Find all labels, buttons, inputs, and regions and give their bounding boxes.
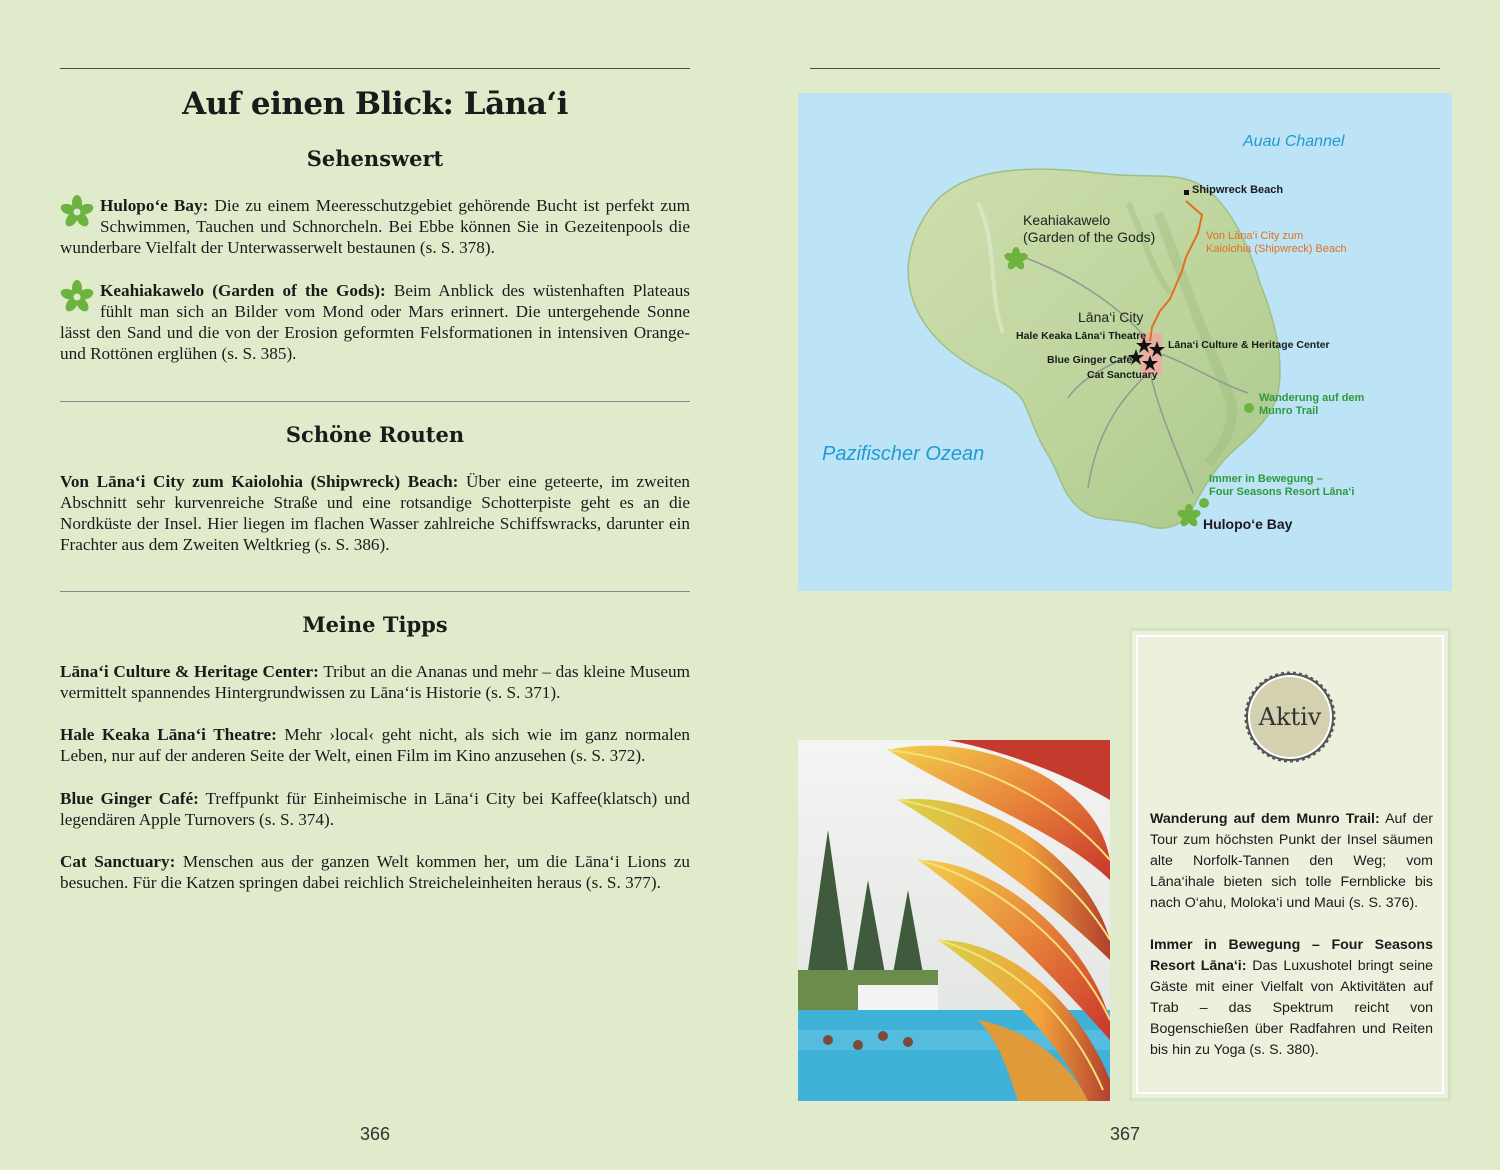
map-label-bay: Hulopo‘e Bay — [1203, 516, 1293, 532]
entry-route-shipwreck — [60, 471, 690, 555]
map-label-munro — [1259, 392, 1364, 418]
flower-icon — [60, 195, 94, 229]
aktiv-badge-label: Aktiv — [1258, 703, 1322, 731]
map-label-munro-line1: Wanderung auf dem — [1259, 392, 1365, 404]
map-label-resort — [1209, 473, 1354, 499]
map-label-resort-line1: Immer in Bewegung – — [1209, 473, 1323, 485]
entry-culture-center — [60, 661, 690, 703]
entry-name: Keahiakawelo (Garden of the Gods): — [100, 281, 386, 300]
entry-text: Über eine geteerte, im zweiten Abschnitt sehr kurvenreiche Straße und eine rotsandige Schotterpiste geht es an die Nordküste der Insel. Hier liegen im flachen Wasser zahlreiche Schiffswracks, darunter ein Frachter aus dem Zweiten Weltkrieg (s. S. 386). — [60, 472, 690, 554]
map-label-route-line1: Von Lāna‘i City zum — [1206, 230, 1304, 242]
entry-name: Von Lāna‘i City zum Kaiolohia (Shipwreck) Beach: — [60, 472, 459, 491]
divider — [60, 401, 690, 402]
entry-text: Tribut an die Ananas und mehr – das kleine Museum vermittelt spannendes Hintergrundwissen zu Lāna‘is Historie (s. S. 371). — [60, 662, 690, 702]
aktiv-box — [1129, 628, 1451, 1101]
entry-text: Mehr ›local‹ geht nicht, als sich wie im ganz normalen Leben, nur auf der anderen Seite der Welt, einen Film im Kino anzusehen (s. S. 372). — [60, 725, 690, 765]
map-label-garden-line1: Keahiakawelo — [1023, 212, 1111, 228]
entry-text: Das Luxushotel bringt seine Gäste mit einer Vielfalt von Aktivitäten auf Trab – das Spektrum reicht von Bogenschießen über Radfahren und Reiten bis hin zu Yoga (s. S. 380). — [1150, 958, 1433, 1058]
page-title: Auf einen Blick: Lāna‘i — [182, 86, 568, 122]
map-label-shipwreck: Shipwreck Beach — [1192, 184, 1284, 196]
flower-icon — [60, 280, 94, 314]
page-number-right: 367 — [1110, 1124, 1141, 1144]
map-graphic — [798, 93, 1452, 591]
entry-garden-of-the-gods — [60, 280, 690, 364]
map-label-garden-line2: (Garden of the Gods) — [1023, 229, 1156, 245]
entry-text: Menschen aus der ganzen Welt kommen her, um die Lāna‘i Lions zu besuchen. Für die Katzen springen dabei reichlich Streicheleinheiten heraus (s. S. 377). — [60, 852, 690, 892]
divider — [60, 591, 690, 592]
photo-croton-pool — [798, 740, 1110, 1101]
map-label-ginger: Blue Ginger Café — [1047, 354, 1133, 366]
top-rule-left — [60, 68, 690, 69]
entry-name: Hale Keaka Lāna‘i Theatre: — [60, 725, 277, 744]
entry-theatre — [60, 724, 690, 766]
top-rule-right — [810, 68, 1440, 69]
entry-name: Lāna‘i Culture & Heritage Center: — [60, 662, 319, 681]
map-label-theatre: Hale Keaka Lāna‘i Theatre — [1016, 330, 1147, 342]
entry-text: Treffpunkt für Einheimische in Lāna‘i City bei Kaffee(klatsch) und legendären Apple Turnovers (s. S. 374). — [60, 789, 690, 829]
map-label-cat: Cat Sanctuary — [1087, 369, 1158, 381]
entry-name: Cat Sanctuary: — [60, 852, 176, 871]
entry-name: Hulopo‘e Bay: — [100, 196, 209, 215]
entry-name: Wanderung auf dem Munro Trail: — [1150, 811, 1380, 827]
map-label-channel: Auau Channel — [1243, 133, 1345, 150]
heading-meine-tipps: Meine Tipps — [302, 612, 448, 637]
heading-sehenswert: Sehenswert — [306, 146, 444, 171]
entry-blue-ginger — [60, 788, 690, 830]
entry-text: Auf der Tour zum höchsten Punkt der Insel säumen alte Norfolk-Tannen den Weg; vom Lāna‘ihale bieten sich tolle Fernblicke bis nach O‘ahu, Moloka‘i und Maui (s. S. 376). — [1150, 811, 1433, 911]
island-map — [798, 93, 1452, 591]
map-label-route — [1206, 230, 1347, 256]
aktiv-entry-munro — [1150, 809, 1433, 914]
entry-name: Blue Ginger Café: — [60, 789, 199, 808]
map-label-city: Lāna‘i City — [1078, 309, 1144, 325]
map-label-resort-line2: Four Seasons Resort Lāna‘i — [1209, 486, 1355, 498]
aktiv-text — [1150, 809, 1433, 1082]
map-label-garden — [1023, 212, 1155, 246]
entry-text: Beim Anblick des wüstenhaften Plateaus fühlt man sich an Bilder vom Mond oder Mars erinnert. Die untergehende Sonne lässt den Sand und die von der Erosion geformten Felsformationen in intensiven Orange- und Rottönen erglühen (s. S. 385). — [60, 281, 690, 363]
aktiv-entry-resort — [1150, 935, 1433, 1061]
entry-hulopoe-bay — [60, 195, 690, 258]
map-label-culture: Lāna‘i Culture & Heritage Center — [1168, 339, 1330, 351]
entry-cat-sanctuary — [60, 851, 690, 893]
entry-text: Die zu einem Meeresschutzgebiet gehörende Bucht ist perfekt zum Schwimmen, Tauchen und Schnorcheln. Bei Ebbe können Sie in Gezeitenpools die wunderbare Vielfalt der Unterwasserwelt bestaunen (s. S. 378). — [60, 196, 690, 257]
map-label-route-line2: Kaiolohia (Shipwreck) Beach — [1206, 243, 1347, 255]
entry-name: Immer in Bewegung – Four Seasons Resort Lāna‘i: — [1150, 937, 1433, 974]
map-label-ocean: Pazifischer Ozean — [822, 443, 985, 465]
heading-schoene-routen: Schöne Routen — [285, 422, 465, 447]
page-number-left: 366 — [360, 1124, 391, 1144]
map-label-munro-line2: Munro Trail — [1259, 405, 1319, 417]
